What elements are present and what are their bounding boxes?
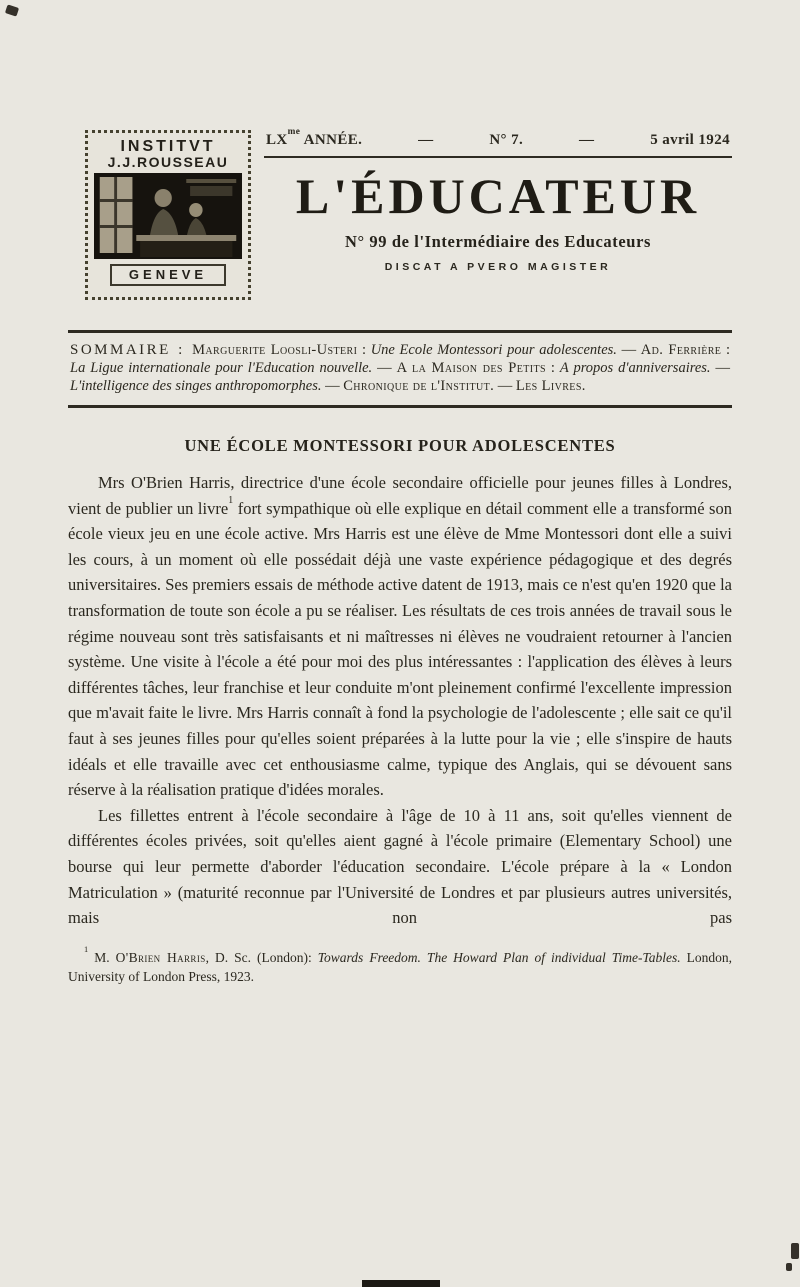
summary-dash: — <box>321 378 344 394</box>
summary-author-1: Marguerite Loosli-Usteri <box>192 342 358 358</box>
footnote-text-b: , D. Sc. (London): <box>205 949 318 965</box>
masthead <box>68 126 732 304</box>
summary-label: SOMMAIRE : <box>70 342 193 358</box>
paragraph-1-text-a: Mrs O'Brien Harris, directrice d'une école secondaire officielle pour jeunes filles à Londres, vient de publier un livre <box>68 473 732 518</box>
footnote-work-title: Towards Freedom. The Howard Plan of individual Time-Tables. <box>317 949 681 965</box>
summary-author-3: A la Maison des Petits <box>396 360 546 376</box>
footnote-text-c: London, University of London Press, 1923. <box>68 949 732 984</box>
summary-article-1: Une Ecole Montessori pour adolescentes. <box>370 342 617 358</box>
issue-date: 5 avril 1924 <box>650 132 730 148</box>
footnote-number: 1 <box>84 945 89 955</box>
article-paragraph-1 <box>68 470 732 803</box>
summary-dash: — <box>494 378 516 394</box>
scan-artifact <box>5 4 19 16</box>
summary-dash: — <box>710 360 731 376</box>
scan-artifact <box>362 1280 440 1287</box>
summary-block <box>68 330 732 408</box>
summary-article-3: A propos d'anniversaires. <box>559 360 711 376</box>
issue-number: N° 7. <box>489 132 524 148</box>
summary-text <box>70 341 730 395</box>
scan-artifact <box>791 1243 799 1259</box>
masthead-right-column <box>264 126 732 273</box>
footnote-author: O'Brien Harris <box>115 949 206 965</box>
logo-city-label: GENEVE <box>110 264 226 286</box>
footnote-text-a: M. <box>88 949 116 965</box>
engraving-illustration <box>94 173 242 259</box>
summary-dash: — <box>372 360 397 376</box>
journal-subtitle: N° 99 de l'Intermédiaire des Educateurs <box>344 232 652 251</box>
footnote-reference-marker: 1 <box>228 494 234 506</box>
logo-founder-name: J.J.ROUSSEAU <box>107 154 229 170</box>
issue-separator-1: — <box>418 132 434 148</box>
article-paragraph-2: Les fillettes entrent à l'école secondaire à l'âge de 10 à 11 ans, soit qu'elles viennent de différentes écoles privées, soit qu'elles aient gagné à l'école primaire (Elementary School) une bourse qui leur permette d'aborder l'éducation secondaire. L'école prépare à la « London Matriculation » (maturité reconnue par l'Université de Londres et par plusieurs autres universités, mais non pas <box>68 805 732 928</box>
issue-volume-sup: me <box>287 126 301 137</box>
summary-sep: : <box>721 342 730 358</box>
issue-volume-tail: ANNÉE. <box>300 132 363 148</box>
scan-artifact <box>786 1263 792 1271</box>
summary-article-2: La Ligue internationale pour l'Education nouvelle. <box>70 360 373 376</box>
summary-sep: : <box>545 360 560 376</box>
summary-sep: : <box>357 342 371 358</box>
issue-volume-text: LX <box>266 132 288 148</box>
logo-engraving <box>94 173 242 259</box>
summary-dash: — <box>616 342 641 358</box>
footnote <box>68 945 732 986</box>
institute-logo <box>85 130 251 300</box>
summary-section-2: Les Livres. <box>515 378 586 394</box>
issue-volume <box>266 126 363 149</box>
journal-motto: DISCAT A PVERO MAGISTER <box>384 261 612 273</box>
summary-article-4: L'intelligence des singes anthropomorphes. <box>70 378 322 394</box>
page-content <box>68 126 732 986</box>
paragraph-1-text-b: fort sympathique où elle explique en détail comment elle a transformé son école vieux jeu en une école active. Mrs Harris est une élève de Mme Montessori dont elle a suivi les cours, à un moment où elle possédait déjà une vaste expérience pédagogique et des degrés universitaires. Ses premiers essais de méthode active datent de 1913, mais ce n'est qu'en 1920 que la transformation de toute son école a pu se réaliser. Les résultats de ces trois années de travail sous le régime nouveau sont très satisfaisants et ni maîtresses ni élèves ne voudraient retourner à l'ancien système. Une visite à l'école a été pour moi des plus intéressantes : l'application des élèves à leurs différentes tâches, leur franchise et leur conduite m'ont pleinement confirmé l'excellente impression que m'avait faite le livre. Mrs Harris connaît à fond la psychologie de l'adolescente ; elle sait ce qu'il faut à ses jeunes filles pour qu'elles soient préparées à la lutte pour la vie ; elle s'inspire de hauts idéals et elle travaille avec cet enthousiasme calme, typique des Anglais, qui se dévouent sans réserve à la réalisation pratique d'idées morales. <box>68 498 732 800</box>
summary-section-1: Chronique de l'Institut. <box>343 378 495 394</box>
summary-author-2: Ad. Ferrière <box>640 342 722 358</box>
article-body <box>68 470 732 931</box>
issue-line <box>264 126 732 158</box>
journal-title: L'ÉDUCATEUR <box>295 168 701 224</box>
issue-separator-2: — <box>578 132 595 148</box>
logo-institute-name: INSTITVT <box>120 138 216 155</box>
article-heading: UNE ÉCOLE MONTESSORI POUR ADOLESCENTES <box>184 436 616 455</box>
